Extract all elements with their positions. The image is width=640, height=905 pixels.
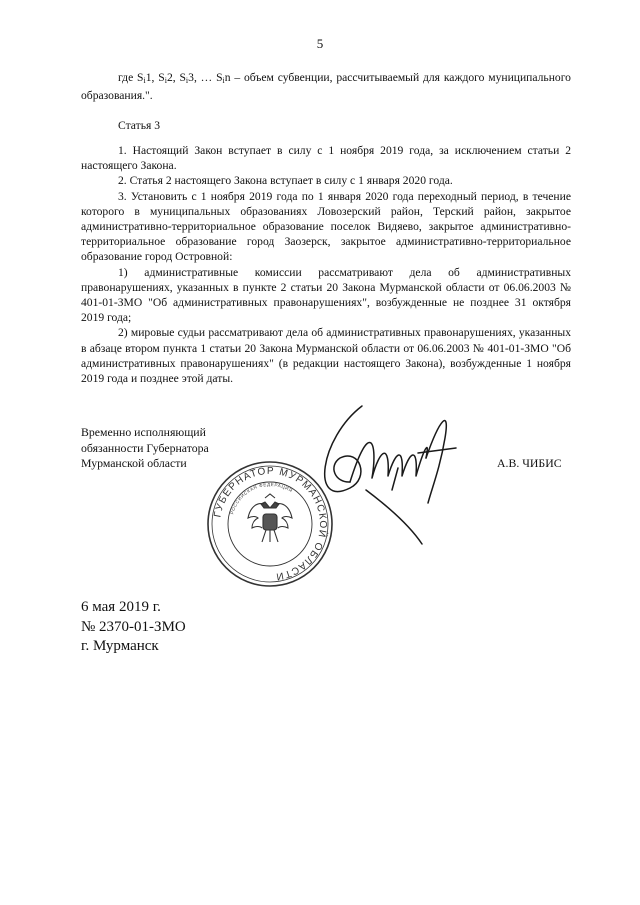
handwritten-signature-icon (300, 398, 470, 548)
signatory-title-line1: Временно исполняющий (81, 425, 206, 439)
paragraph-1: 1. Настоящий Закон вступает в силу с 1 ноября 2019 года, за исключением статьи 2 настоящего Закона. (81, 144, 571, 173)
document-footer (81, 598, 186, 657)
paragraph-2: 2. Статья 2 настоящего Закона вступает в силу с 1 января 2020 года. (118, 174, 453, 188)
page-number: 5 (316, 36, 324, 51)
formula-item2: 2, S (166, 71, 186, 84)
formula-item3: 3, … S (188, 71, 223, 84)
paragraph-5: 2) мировые судьи рассматривают дела об административных правонарушениях, указанных в абзаце втором пункта 1 статьи 20 Закона Мурманской области от 06.06.2003 № 401-01-ЗМО "Об административных правонарушениях" (в редакции настоящего Закона), возбужденные 1 ноября 2019 года и позднее этой даты. (81, 326, 571, 386)
formula-subscript-2: i (164, 76, 167, 85)
document-date: 6 мая 2019 г. (81, 599, 161, 615)
article-body (81, 143, 571, 386)
signatory-title-line3: Мурманской области (81, 456, 187, 470)
formula-subscript-4: i (222, 76, 225, 85)
formula-subscript-3: i (185, 76, 189, 85)
paragraph-3: 3. Установить с 1 ноября 2019 года по 1 января 2020 года переходный период, в течение которого в муниципальных образованиях Ловозерский район, Терский район, закрытое административно-территориальное образование поселок Видяево, закрытое административно-территориальное образование город Заозерск, закрытое административно-территориальное образование город Островной: (81, 189, 571, 264)
formula-prefix: где S (118, 71, 144, 84)
seal-inner-text: РОССИЙСКАЯ ФЕДЕРАЦИЯ (229, 481, 294, 515)
signatory-title (81, 425, 209, 472)
formula-paragraph (81, 70, 571, 103)
signatory-name: А.В. ЧИБИС (497, 456, 562, 470)
signatory-title-line2: обязанности Губернатора (81, 440, 209, 455)
seal-outer-text: ГУБЕРНАТОР МУРМАНСКОЙ ОБЛАСТИ (212, 465, 329, 582)
paragraph-4: 1) административные комиссии рассматривают дела об административных правонарушениях, указанных в пункте 2 статьи 20 Закона Мурманской области от 06.06.2003 № 401-01-ЗМО "Об административных правонарушениях", возбужденные не позднее 31 октября 2019 года; (81, 265, 571, 325)
eagle-emblem-icon (248, 494, 292, 542)
formula-item1: 1, S (145, 71, 165, 84)
formula-subscript-1: i (143, 76, 146, 85)
article-heading: Статья 3 (118, 119, 161, 132)
formula-suffix: n – объем субвенции, рассчитываемый для каждого муниципального образования.". (81, 71, 571, 103)
document-city: г. Мурманск (81, 638, 159, 654)
document-number: № 2370-01-ЗМО (81, 618, 186, 635)
